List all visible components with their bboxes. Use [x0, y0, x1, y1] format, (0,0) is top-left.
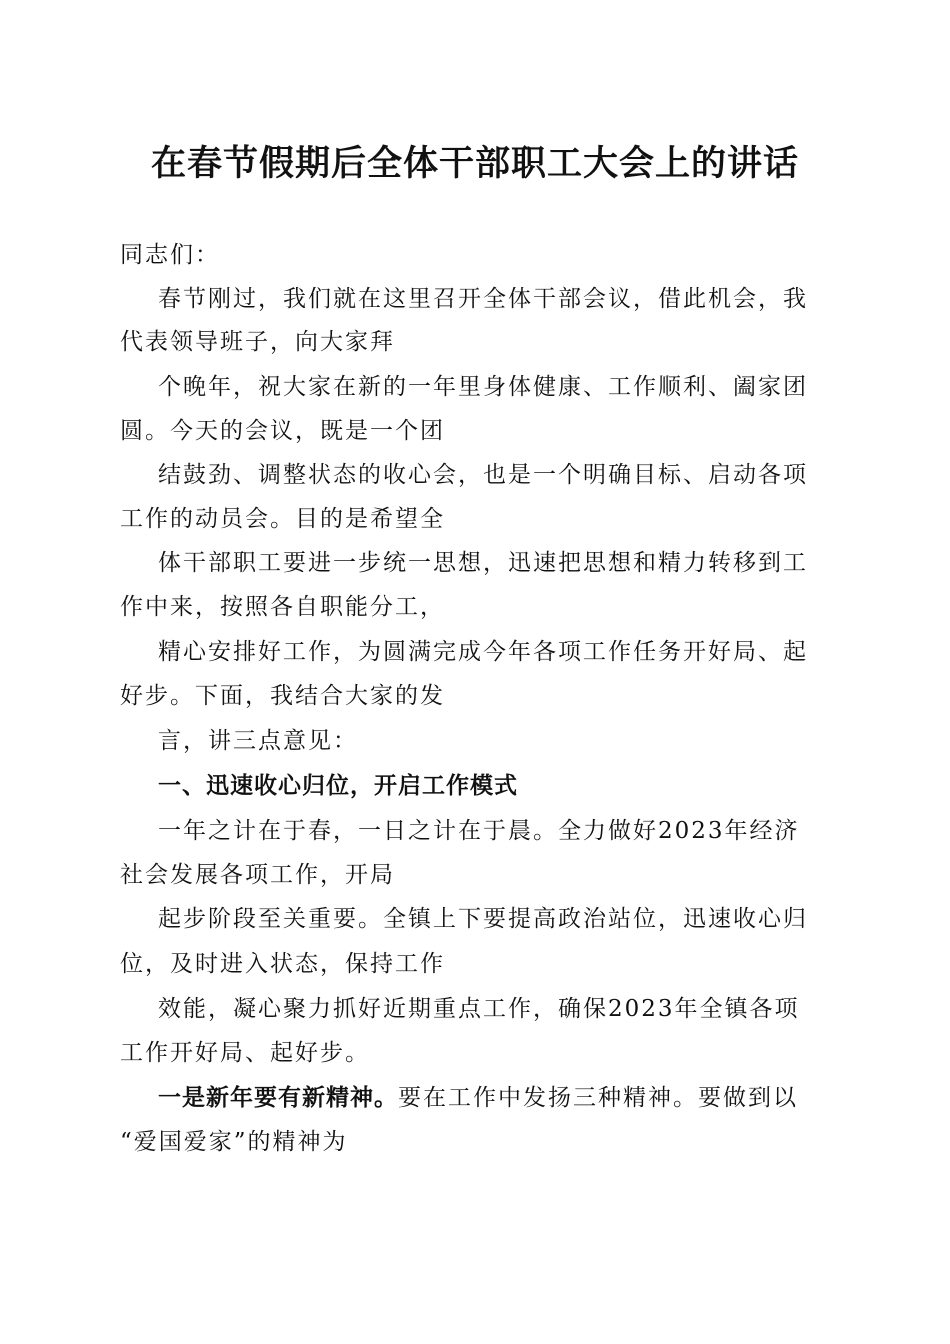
paragraph-text: 要在工作中发扬三种精神。要做到以 — [398, 1085, 798, 1111]
paragraph-line: 作中来，按照各自职能分工， — [120, 594, 445, 620]
paragraph-line: 圆。今天的会议，既是一个团 — [120, 418, 445, 444]
paragraph-line: 社会发展各项工作，开局 — [120, 862, 395, 888]
paragraph-line — [158, 1083, 830, 1113]
paragraph-line: 言，讲三点意见： — [158, 728, 358, 754]
paragraph-line: 好步。下面，我结合大家的发 — [120, 683, 445, 709]
paragraph-line: 代表领导班子，向大家拜 — [120, 329, 395, 355]
section-heading-1: 一、迅速收心归位，开启工作模式 — [158, 773, 518, 799]
paragraph-line: 工作的动员会。目的是希望全 — [120, 506, 445, 532]
paragraph-line: 一年之计在于春，一日之计在于晨。全力做好2023年经济 — [158, 818, 800, 844]
paragraph-line: 效能，凝心聚力抓好近期重点工作，确保2023年全镇各项 — [158, 996, 800, 1022]
paragraph-line: 起步阶段至关重要。全镇上下要提高政治站位，迅速收心归 — [158, 906, 808, 932]
paragraph-line: 工作开好局、起好步。 — [120, 1040, 370, 1066]
paragraph-line: “爱国爱家”的精神为 — [120, 1129, 348, 1155]
paragraph-line: 体干部职工要进一步统一思想，迅速把思想和精力转移到工 — [158, 550, 808, 576]
paragraph-line: 春节刚过，我们就在这里召开全体干部会议，借此机会，我 — [158, 286, 808, 312]
paragraph-line: 位，及时进入状态，保持工作 — [120, 951, 445, 977]
paragraph-line: 个晚年，祝大家在新的一年里身体健康、工作顺利、阖家团 — [158, 374, 808, 400]
paragraph-line: 结鼓劲、调整状态的收心会，也是一个明确目标、启动各项 — [158, 462, 808, 488]
emphasis-lead: 一是新年要有新精神。 — [158, 1085, 398, 1111]
salutation: 同志们： — [120, 242, 220, 268]
paragraph-line: 精心安排好工作，为圆满完成今年各项工作任务开好局、起 — [158, 639, 808, 665]
document-title: 在春节假期后全体干部职工大会上的讲话 — [150, 144, 799, 184]
